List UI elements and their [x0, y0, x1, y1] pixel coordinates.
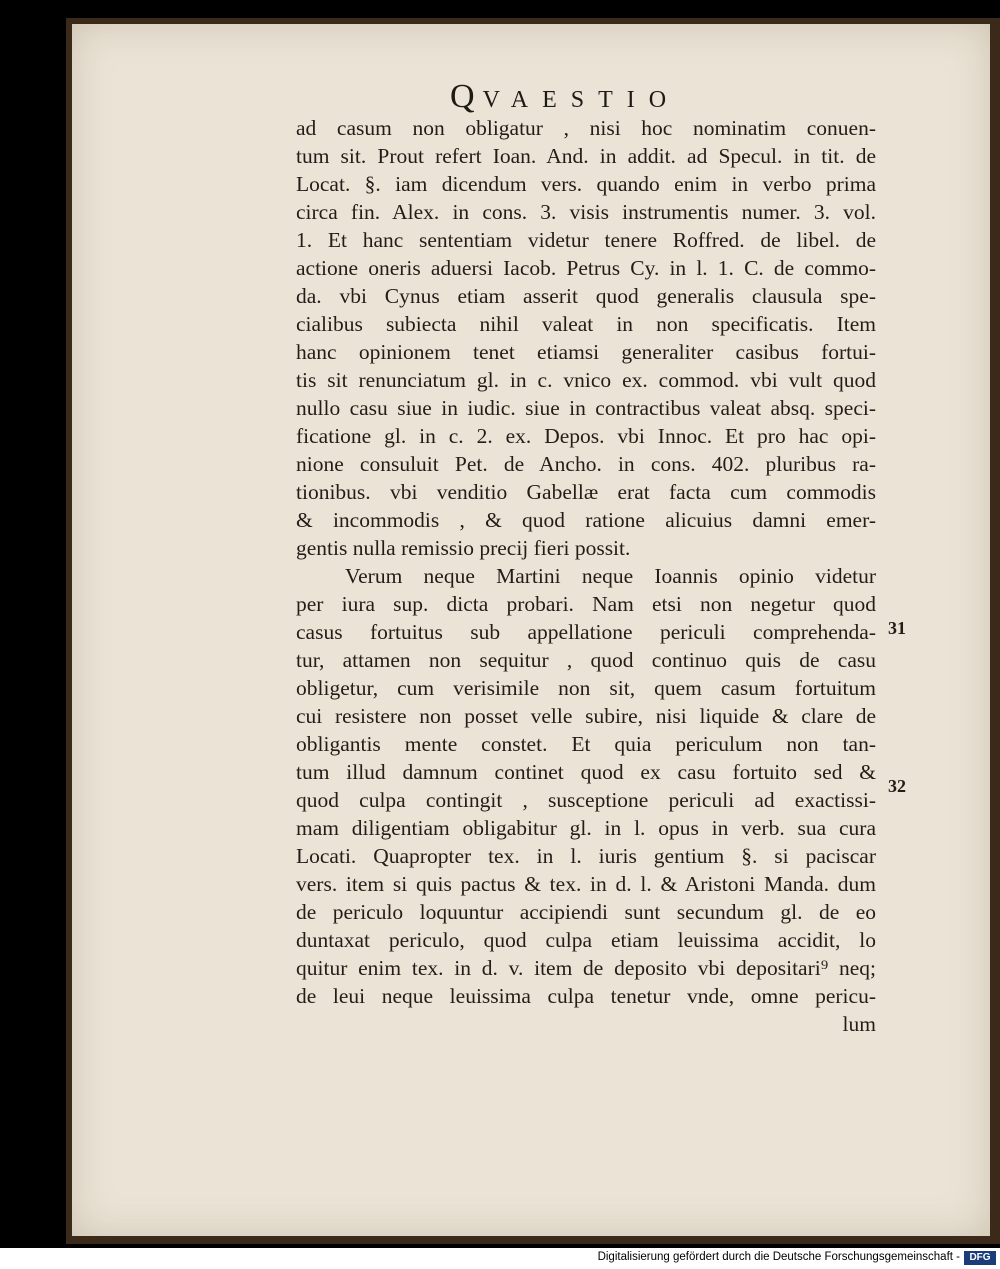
text-line: Locati. Quapropter tex. in l. iuris gentium §. si paciscar: [296, 844, 876, 868]
text-line: tis sit renunciatum gl. in c. vnico ex. commod. vbi vult quod: [296, 368, 876, 392]
text-line: de periculo loquuntur accipiendi sunt secundum gl. de eo: [296, 900, 876, 924]
text-line: obligantis mente constet. Et quia periculum non tan-: [296, 732, 876, 756]
text-line: mam diligentiam obligabitur gl. in l. opus in verb. sua cura: [296, 816, 876, 840]
text-line: cialibus subiecta nihil valeat in non specificatis. Item: [296, 312, 876, 336]
text-line: & incommodis , & quod ratione alicuius damni emer-: [296, 508, 876, 532]
text-line: ad casum non obligatur , nisi hoc nominatim conuen-: [296, 116, 876, 140]
text-line: tur, attamen non sequitur , quod continuo quis de casu: [296, 648, 876, 672]
text-line: vers. item si quis pactus & tex. in d. l. & Aristoni Manda. dum: [296, 872, 876, 896]
header-rest: VAESTIO: [482, 87, 681, 113]
text-line: nione consuluit Pet. de Ancho. in cons. 402. pluribus ra-: [296, 452, 876, 476]
text-line: de leui neque leuissima culpa tenetur vnde, omne pericu-: [296, 984, 876, 1008]
text-line: quod culpa contingit , susceptione periculi ad exactissi-: [296, 788, 876, 812]
text-line: tionibus. vbi venditio Gabellæ erat facta cum commodis: [296, 480, 876, 504]
text-line: gentis nulla remissio precij fieri possit.: [296, 536, 631, 560]
catchword: lum: [842, 1012, 876, 1036]
text-line: casus fortuitus sub appellatione periculi comprehenda-: [296, 620, 876, 644]
text-line: tum illud damnum continet quod ex casu fortuito sed &: [296, 760, 876, 784]
text-line: nullo casu siue in iudic. siue in contractibus valeat absq. speci-: [296, 396, 876, 420]
text-line: per iura sup. dicta probari. Nam etsi non negetur quod: [296, 592, 876, 616]
text-line: hanc opinionem tenet etiamsi generaliter casibus fortui-: [296, 340, 876, 364]
header-initial: Q: [450, 78, 483, 115]
text-line: Locat. §. iam dicendum vers. quando enim in verbo prima: [296, 172, 876, 196]
dfg-logo: DFG: [964, 1251, 996, 1265]
text-line: quitur enim tex. in d. v. item de deposito vbi depositari⁹ neq;: [296, 956, 876, 980]
text-line: tum sit. Prout refert Ioan. And. in addit. ad Specul. in tit. de: [296, 144, 876, 168]
margin-note-number: 32: [888, 776, 906, 796]
text-line: Verum neque Martini neque Ioannis opinio videtur: [345, 564, 876, 588]
text-line: 1. Et hanc sententiam videtur tenere Roffred. de libel. de: [296, 228, 876, 252]
text-line: duntaxat periculo, quod culpa etiam leuissima accidit, lo: [296, 928, 876, 952]
text-line: actione oneris aduersi Iacob. Petrus Cy. in l. 1. C. de commo-: [296, 256, 876, 280]
footer-bar: [0, 1248, 1000, 1269]
page-header: [450, 78, 680, 116]
text-line: da. vbi Cynus etiam asserit quod generalis clausula spe-: [296, 284, 876, 308]
text-line: circa fin. Alex. in cons. 3. visis instrumentis numer. 3. vol.: [296, 200, 876, 224]
text-line: obligetur, cum verisimile non sit, quem casum fortuitum: [296, 676, 876, 700]
margin-note-number: 31: [888, 618, 906, 638]
funding-credit: Digitalisierung gefördert durch die Deutsche Forschungsgemeinschaft -: [597, 1251, 960, 1263]
text-line: cui resistere non posset velle subire, nisi liquide & clare de: [296, 704, 876, 728]
text-line: ficatione gl. in c. 2. ex. Depos. vbi Innoc. Et pro hac opi-: [296, 424, 876, 448]
